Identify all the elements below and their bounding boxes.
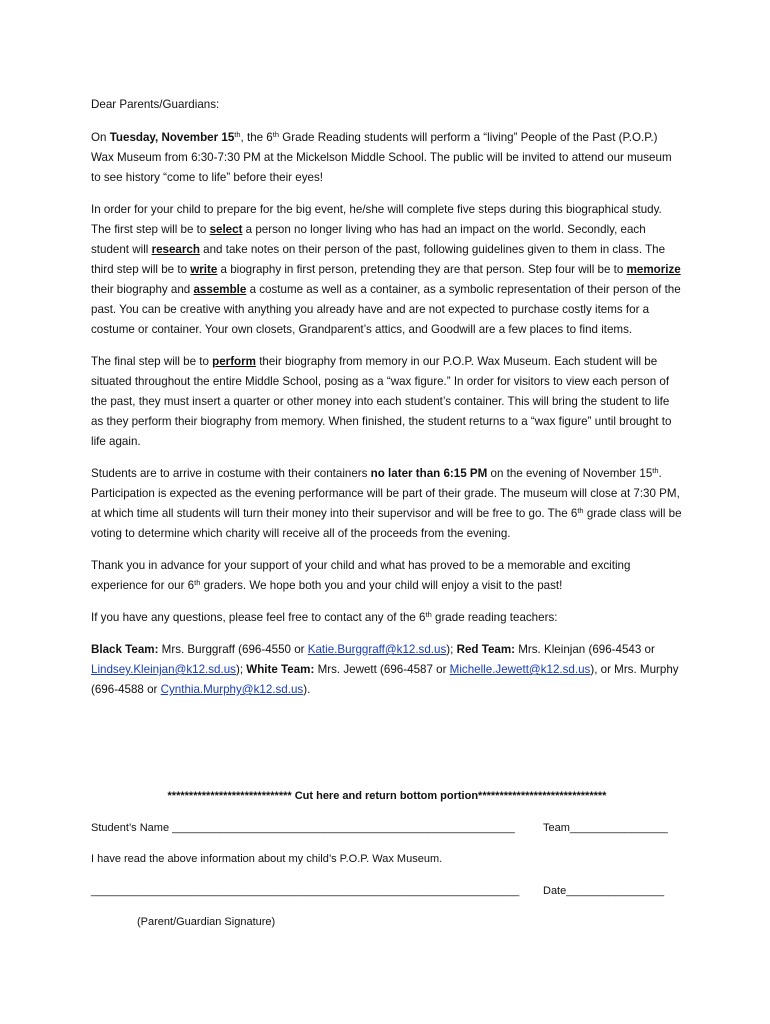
text: a person no longer living who has had an impact on the world. Secondly, each student will bbox=[91, 223, 646, 256]
text: ). bbox=[303, 683, 311, 696]
arrival-time: no later than 6:15 PM bbox=[370, 467, 488, 480]
text: on the evening of November 15 bbox=[487, 467, 653, 480]
text: Thank you in advance for your support of your child and what has proved to be a memorable and exciting experience for our 6 bbox=[91, 559, 631, 592]
white-team-label: White Team: bbox=[246, 663, 315, 676]
black-team-label: Black Team: bbox=[91, 643, 159, 656]
step-memorize: memorize bbox=[626, 263, 681, 276]
student-name-field[interactable]: Student’s Name ________________________________________________________ bbox=[91, 822, 515, 834]
text: ); bbox=[446, 643, 457, 656]
step-write: write bbox=[190, 263, 218, 276]
text: their biography from memory in our P.O.P. Wax Museum. Each student will be situated throughout the entire Middle School, posing as a “wax figure.” In order for visitors to view each person of the past, they must insert a quarter or other money into each student’s container. This will bring the student to life as they perform their biography from memory. When finished, the student returns to a “wax figure” until brought to life again. bbox=[91, 355, 672, 448]
date-field[interactable]: Date________________ bbox=[543, 885, 665, 897]
paragraph-questions bbox=[91, 608, 683, 628]
paragraph-final-step bbox=[91, 352, 683, 452]
paragraph-thanks bbox=[91, 556, 683, 596]
text: a biography in first person, pretending they are that person. Step four will be to bbox=[217, 263, 627, 276]
paragraph-event-intro bbox=[91, 128, 683, 188]
text: Mrs. Burggraff (696-4550 or bbox=[158, 643, 308, 656]
text: Mrs. Jewett (696-4587 or bbox=[314, 663, 450, 676]
paragraph-contacts bbox=[91, 640, 683, 700]
signature-caption: (Parent/Guardian Signature) bbox=[137, 916, 276, 928]
signature-line[interactable]: ______________________________________________________________________ bbox=[91, 885, 520, 897]
text: ); bbox=[235, 663, 247, 676]
text: and take notes on their person of the past, following guidelines given to them in class. The third step will be to bbox=[91, 243, 666, 276]
text: grade class will be voting to determine which charity will receive all of the proceeds from the evening. bbox=[91, 507, 682, 540]
cut-here-line: ***************************** Cut here and return bottom portion****************************** bbox=[167, 790, 607, 802]
salutation: Dear Parents/Guardians: bbox=[91, 98, 220, 111]
text: On bbox=[91, 131, 110, 144]
text: . Participation is expected as the evening performance will be part of their grade. The museum will close at 7:30 PM, at which time all students will turn their money into their supervisor and will be free to go. The 6 bbox=[91, 467, 680, 520]
paragraph-arrival bbox=[91, 464, 683, 544]
text: ), or Mrs. Murphy (696-4588 or bbox=[91, 663, 679, 696]
email-link-murphy[interactable]: Cynthia.Murphy@k12.sd.us bbox=[160, 683, 304, 696]
superscript: th bbox=[652, 466, 659, 475]
text: If you have any questions, please feel free to contact any of the 6 bbox=[91, 611, 426, 624]
superscript: th bbox=[425, 610, 432, 619]
text: In order for your child to prepare for the big event, he/she will complete five steps during this biographical study. The first step will be to bbox=[91, 203, 662, 236]
step-research: research bbox=[151, 243, 200, 256]
red-team-label: Red Team: bbox=[456, 643, 516, 656]
text: their biography and bbox=[91, 283, 194, 296]
superscript: th bbox=[194, 578, 201, 587]
letter-body bbox=[91, 95, 683, 712]
acknowledgement-statement: I have read the above information about my child’s P.O.P. Wax Museum. bbox=[91, 853, 443, 865]
paragraph-five-steps bbox=[91, 200, 683, 340]
step-select: select bbox=[209, 223, 243, 236]
text: graders. We hope both you and your child will enjoy a visit to the past! bbox=[200, 579, 563, 592]
step-perform: perform bbox=[212, 355, 256, 368]
event-date: Tuesday, November 15 bbox=[109, 131, 235, 144]
superscript: th bbox=[577, 506, 584, 515]
email-link-burggraff[interactable]: Katie.Burggraff@k12.sd.us bbox=[307, 643, 447, 656]
text: Mrs. Kleinjan (696-4543 or bbox=[515, 643, 655, 656]
text: a costume as well as a container, as a symbolic representation of their person of the past. You can be creative with anything you already have and are not expected to purchase costly items for a costume or container. Your own closets, Grandparent’s attics, and Goodwill are a few places to find items. bbox=[91, 283, 681, 336]
email-link-jewett[interactable]: Michelle.Jewett@k12.sd.us bbox=[449, 663, 591, 676]
superscript: th bbox=[272, 130, 280, 139]
team-field[interactable]: Team________________ bbox=[543, 822, 668, 834]
text: Grade Reading students will perform a “living” People of the Past (P.O.P.) Wax Museum from 6:30-7:30 PM at the Mickelson Middle School. The public will be invited to attend our museum to see history “come to life” before their eyes! bbox=[91, 131, 672, 184]
superscript: th bbox=[234, 130, 241, 139]
text: The final step will be to bbox=[91, 355, 213, 368]
text: Students are to arrive in costume with their containers bbox=[91, 467, 371, 480]
text: , the 6 bbox=[240, 131, 273, 144]
text: grade reading teachers: bbox=[431, 611, 558, 624]
step-assemble: assemble bbox=[193, 283, 247, 296]
email-link-kleinjan[interactable]: Lindsey.Kleinjan@k12.sd.us bbox=[91, 663, 236, 676]
